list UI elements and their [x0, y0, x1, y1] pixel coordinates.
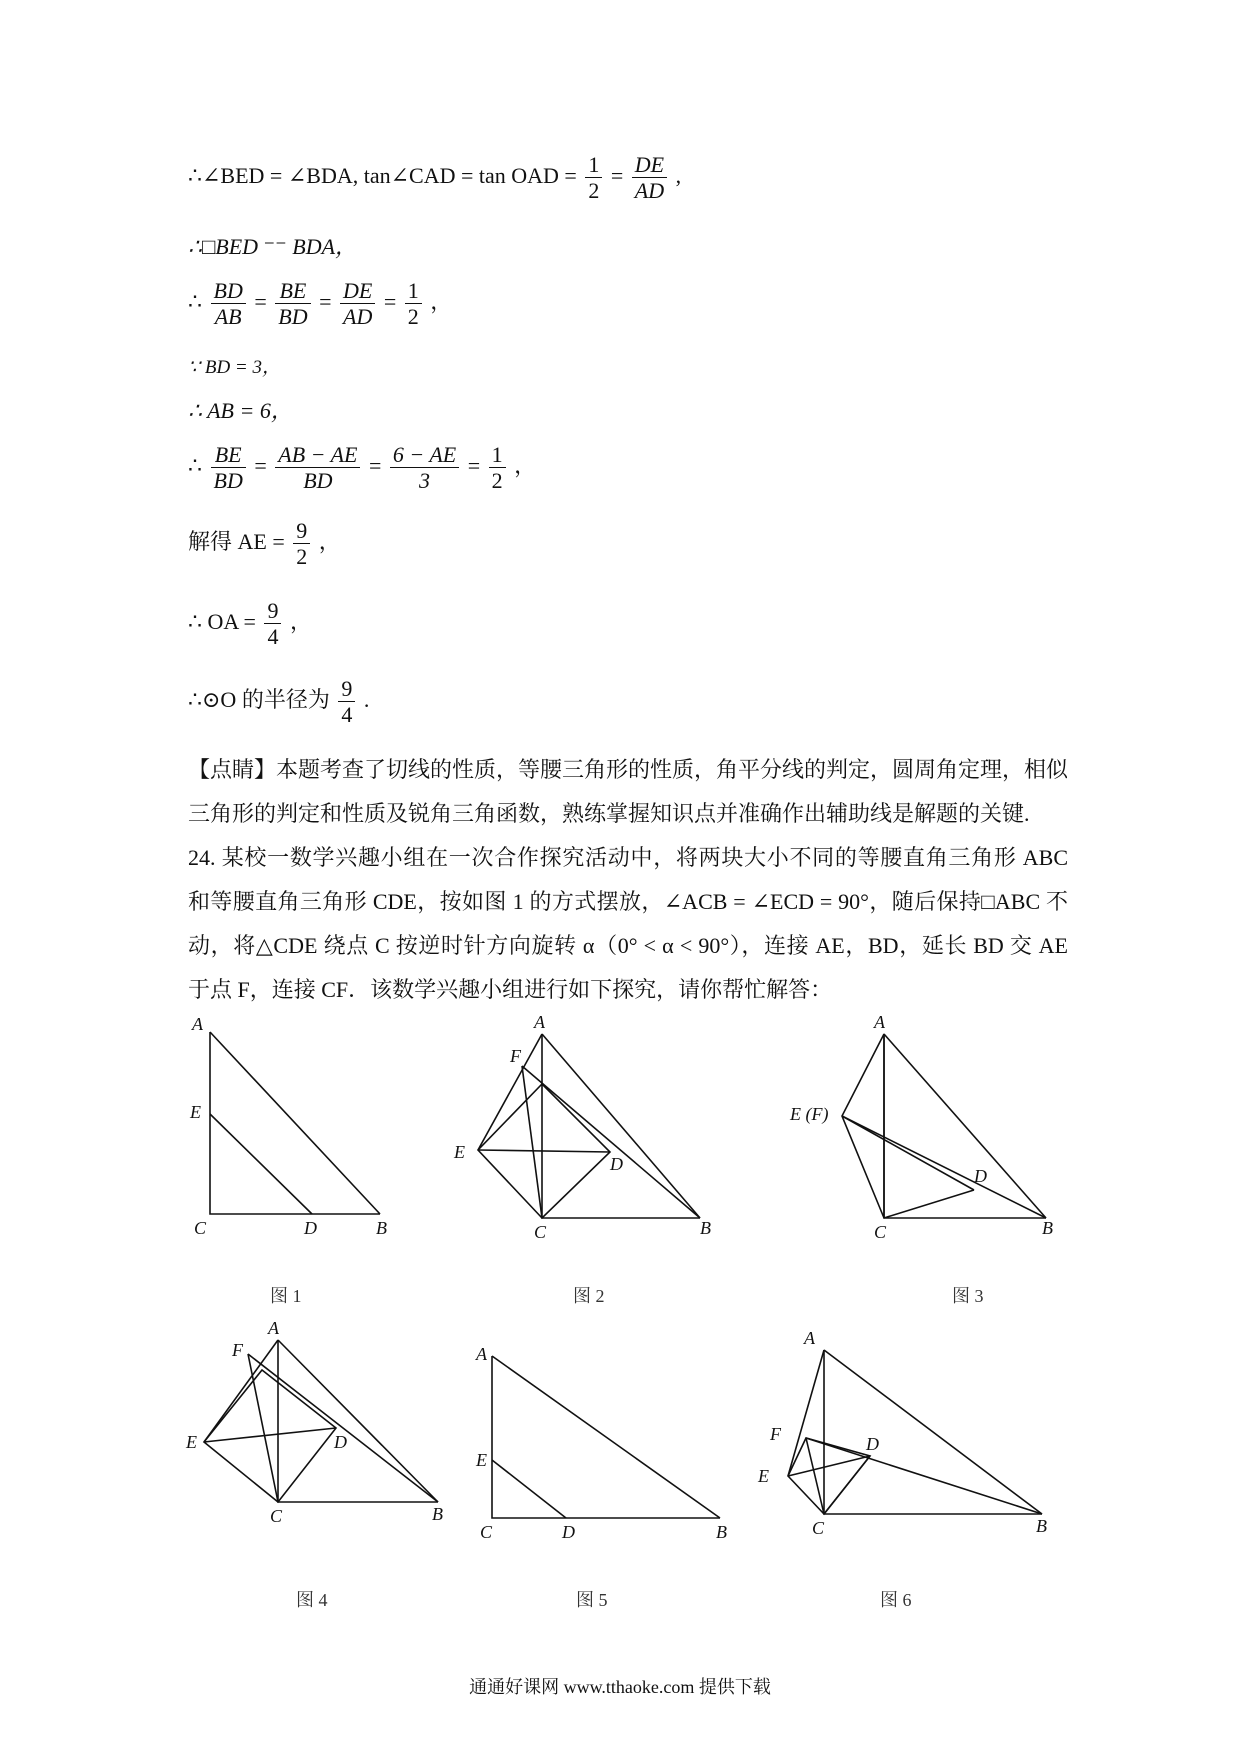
- label-d: D: [562, 1522, 575, 1542]
- label-d: D: [304, 1218, 317, 1238]
- label-c: C: [194, 1218, 207, 1238]
- label-a: A: [874, 1012, 885, 1032]
- label-b: B: [1036, 1516, 1047, 1536]
- label-e-f: E (F): [790, 1104, 829, 1124]
- solution-line-4: ∵ BD = 3，: [188, 357, 281, 378]
- solution-line-8: ∴ OA = $\frac{9}{4}$ ，: [188, 598, 312, 650]
- label-e: E: [476, 1450, 487, 1470]
- fraction: $\frac{BD}{AB}$: [211, 278, 246, 330]
- label-c: C: [534, 1222, 547, 1242]
- label-b: B: [376, 1218, 387, 1238]
- fig1-hypotenuse-ab: [210, 1032, 380, 1214]
- solution-line-3: ∴ $\frac{BD}{AB}$ = $\frac{BE}{BD}$ = $\frac{DE}{AD}$ = $\frac{1}{2}$ ，: [188, 278, 453, 330]
- label-b: B: [432, 1504, 443, 1524]
- label-d: D: [974, 1166, 987, 1186]
- fraction: $\frac{BE}{BD}$: [275, 278, 310, 330]
- fraction: $\frac{1}{2}$: [405, 278, 422, 330]
- label-c: C: [812, 1518, 825, 1538]
- label-e: E: [758, 1466, 769, 1486]
- fraction: $\frac{9}{4}$: [264, 598, 281, 650]
- fraction: $\frac{9}{4}$: [338, 676, 355, 728]
- solution-line-2: ∴□BED ⁻⁻ BDA，: [188, 234, 358, 259]
- text-segment: ∴∠BED = ∠BDA, tan∠CAD = tan OAD =: [188, 162, 577, 188]
- page-footer: 通通好课网 www.tthaoke.com 提供下载: [469, 1677, 771, 1697]
- figure-3: [790, 1010, 1070, 1245]
- fraction: $\frac{9}{2}$: [293, 518, 310, 570]
- fig1-segment-ed: [210, 1114, 312, 1214]
- label-d: D: [334, 1432, 347, 1452]
- figure-1: [180, 1010, 400, 1245]
- label-c: C: [270, 1506, 283, 1526]
- label-a: A: [192, 1014, 203, 1034]
- caption-2: 图 2: [573, 1286, 605, 1306]
- solution-line-9: ∴⊙O 的半径为 $\frac{9}{4}$ .: [188, 676, 370, 728]
- figure-2: [450, 1010, 730, 1245]
- label-c: C: [874, 1222, 887, 1242]
- fraction: $\frac{1}{2}$: [489, 442, 506, 494]
- caption-3: 图 3: [952, 1286, 984, 1306]
- caption-5: 图 5: [576, 1590, 608, 1610]
- caption-4: 图 4: [296, 1590, 328, 1610]
- solution-line-6: ∴ $\frac{BE}{BD}$ = $\frac{AB - AE}{BD}$ = $\frac{6 - AE}{3}$ = $\frac{1}{2}$ ，: [188, 442, 537, 494]
- figure-6: [758, 1330, 1058, 1545]
- label-b: B: [700, 1218, 711, 1238]
- fraction: $\frac{6 - AE}{3}$: [390, 442, 459, 494]
- fraction: $\frac{AB - AE}{BD}$: [275, 442, 360, 494]
- figure-5: [470, 1340, 740, 1545]
- solution-line-7: 解得 AE = $\frac{9}{2}$ ，: [188, 518, 341, 570]
- solution-line-1: ∴∠BED = ∠BDA, tan∠CAD = tan OAD = $\frac{1}{2}$ = $\frac{DE}{AD}$ ,: [188, 152, 682, 204]
- label-b: B: [716, 1522, 727, 1542]
- caption-6: 图 6: [880, 1590, 912, 1610]
- figure-4: [186, 1318, 466, 1553]
- label-b: B: [1042, 1218, 1053, 1238]
- label-a: A: [534, 1012, 545, 1032]
- fig6-quad: [788, 1438, 870, 1514]
- fraction: $\frac{DE}{AD}$: [340, 278, 375, 330]
- question-24: 24. 某校一数学兴趣小组在一次合作探究活动中，将两块大小不同的等腰直角三角形 ABC 和等腰直角三角形 CDE，按如图 1 的方式摆放，∠ACB = ∠ECD = 90°，随后保持□ABC 不动，将△CDE 绕点 C 按逆时针方向旋转 α（0° < α < 90°），连接 AE，BD，延长 BD 交 AE 于点 F，连接 CF．该数学兴趣小组进行如下探究，请你帮忙解答：: [188, 845, 1068, 1002]
- fraction: $\frac{DE}{AD}$: [632, 152, 667, 204]
- label-f: F: [770, 1424, 781, 1444]
- label-a: A: [268, 1318, 279, 1338]
- label-a: A: [804, 1328, 815, 1348]
- caption-1: 图 1: [270, 1286, 302, 1306]
- label-a: A: [476, 1344, 487, 1364]
- fig4-square: [204, 1370, 336, 1502]
- label-f: F: [510, 1046, 521, 1066]
- label-f: F: [232, 1340, 243, 1360]
- label-e: E: [186, 1432, 197, 1452]
- label-e: E: [190, 1102, 201, 1122]
- label-d: D: [610, 1154, 623, 1174]
- label-c: C: [480, 1522, 493, 1542]
- fraction: $\frac{1}{2}$: [585, 152, 602, 204]
- comment-paragraph: 【点睛】本题考查了切线的性质，等腰三角形的性质，角平分线的判定，圆周角定理，相似三角形的判定和性质及锐角三角函数，熟练掌握知识点并准确作出辅助线是解题的关键.: [188, 757, 1069, 826]
- solution-line-5: ∴ AB = 6，: [188, 398, 293, 423]
- fraction: $\frac{BE}{BD}$: [211, 442, 246, 494]
- label-e: E: [454, 1142, 465, 1162]
- label-d: D: [866, 1434, 879, 1454]
